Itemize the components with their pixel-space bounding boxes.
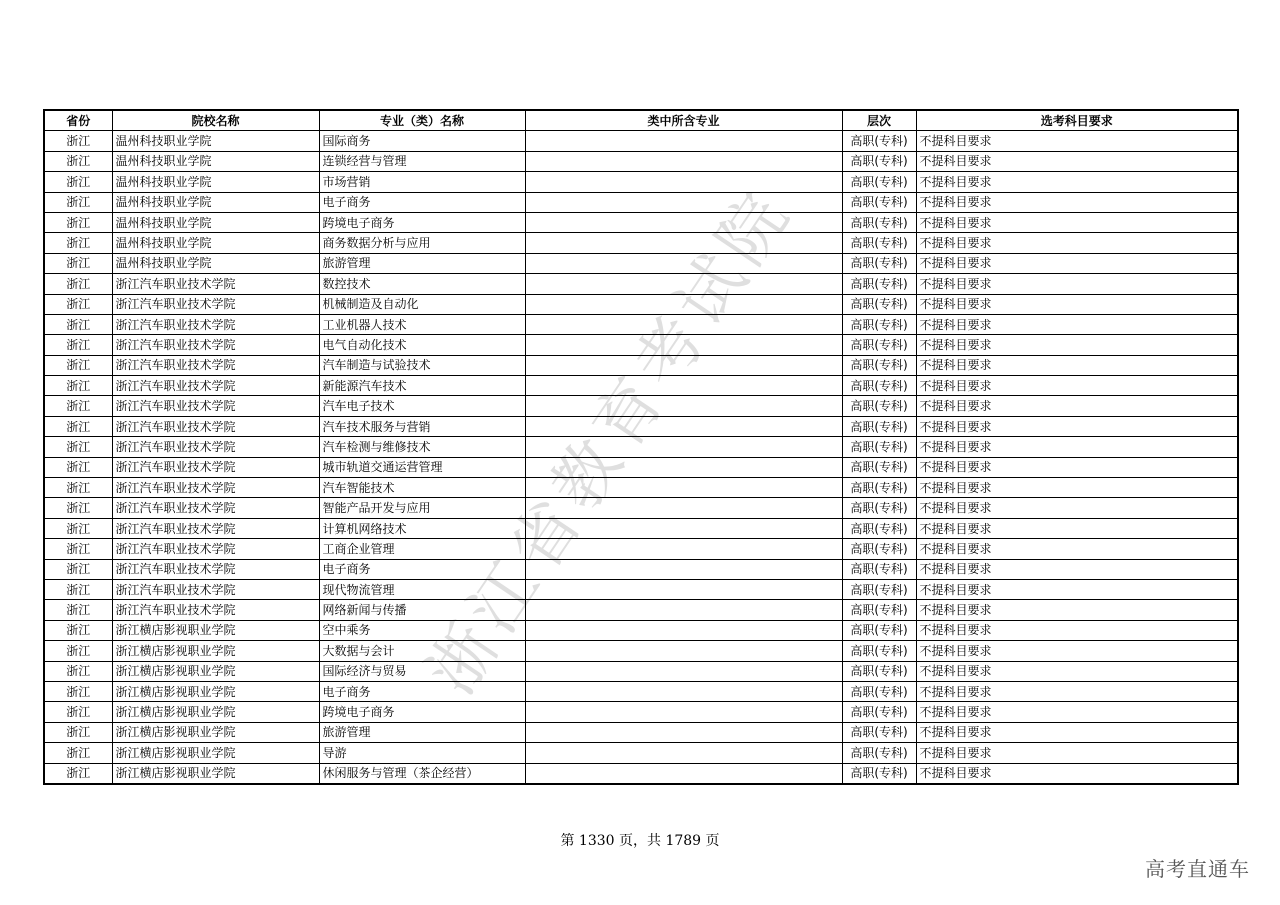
cell-level: 高职(专科) (842, 437, 916, 457)
cell-included-majors (525, 579, 842, 599)
cell-included-majors (525, 457, 842, 477)
cell-school-name: 浙江横店影视职业学院 (112, 681, 319, 701)
cell-level: 高职(专科) (842, 579, 916, 599)
cell-level: 高职(专科) (842, 335, 916, 355)
cell-level: 高职(专科) (842, 743, 916, 763)
cell-school-name: 浙江横店影视职业学院 (112, 661, 319, 681)
cell-province: 浙江 (44, 681, 112, 701)
cell-major-name: 市场营销 (319, 172, 525, 192)
cell-included-majors (525, 314, 842, 334)
cell-level: 高职(专科) (842, 376, 916, 396)
cell-province: 浙江 (44, 212, 112, 232)
cell-province: 浙江 (44, 151, 112, 171)
table-row (44, 681, 1238, 701)
cell-school-name: 温州科技职业学院 (112, 192, 319, 212)
cell-school-name: 温州科技职业学院 (112, 131, 319, 151)
cell-subject-requirement: 不提科目要求 (916, 641, 1238, 661)
cell-subject-requirement: 不提科目要求 (916, 620, 1238, 640)
table-row (44, 274, 1238, 294)
cell-major-name: 大数据与会计 (319, 641, 525, 661)
cell-included-majors (525, 437, 842, 457)
cell-province: 浙江 (44, 294, 112, 314)
table-row (44, 253, 1238, 273)
cell-level: 高职(专科) (842, 702, 916, 722)
cell-province: 浙江 (44, 702, 112, 722)
cell-school-name: 浙江横店影视职业学院 (112, 702, 319, 722)
cell-subject-requirement: 不提科目要求 (916, 192, 1238, 212)
cell-level: 高职(专科) (842, 498, 916, 518)
cell-included-majors (525, 274, 842, 294)
cell-school-name: 温州科技职业学院 (112, 172, 319, 192)
cell-included-majors (525, 151, 842, 171)
table-row (44, 559, 1238, 579)
cell-province: 浙江 (44, 192, 112, 212)
cell-major-name: 电气自动化技术 (319, 335, 525, 355)
cell-province: 浙江 (44, 478, 112, 498)
cell-level: 高职(专科) (842, 151, 916, 171)
cell-province: 浙江 (44, 274, 112, 294)
table-row (44, 376, 1238, 396)
brand-watermark: 高考直通车 (1145, 857, 1250, 881)
cell-level: 高职(专科) (842, 416, 916, 436)
cell-major-name: 汽车电子技术 (319, 396, 525, 416)
cell-school-name: 浙江汽车职业技术学院 (112, 579, 319, 599)
cell-province: 浙江 (44, 743, 112, 763)
cell-level: 高职(专科) (842, 192, 916, 212)
cell-school-name: 浙江汽车职业技术学院 (112, 416, 319, 436)
cell-included-majors (525, 681, 842, 701)
cell-school-name: 浙江横店影视职业学院 (112, 641, 319, 661)
cell-subject-requirement: 不提科目要求 (916, 131, 1238, 151)
cell-included-majors (525, 702, 842, 722)
cell-major-name: 电子商务 (319, 559, 525, 579)
subject-requirements-table (43, 109, 1239, 785)
cell-subject-requirement: 不提科目要求 (916, 151, 1238, 171)
cell-province: 浙江 (44, 314, 112, 334)
table-row (44, 416, 1238, 436)
cell-included-majors (525, 396, 842, 416)
cell-major-name: 空中乘务 (319, 620, 525, 640)
cell-included-majors (525, 661, 842, 681)
cell-included-majors (525, 539, 842, 559)
cell-school-name: 温州科技职业学院 (112, 212, 319, 232)
cell-province: 浙江 (44, 600, 112, 620)
table-row (44, 539, 1238, 559)
cell-level: 高职(专科) (842, 294, 916, 314)
cell-major-name: 新能源汽车技术 (319, 376, 525, 396)
cell-province: 浙江 (44, 233, 112, 253)
cell-province: 浙江 (44, 355, 112, 375)
cell-school-name: 浙江汽车职业技术学院 (112, 437, 319, 457)
cell-province: 浙江 (44, 620, 112, 640)
cell-school-name: 浙江汽车职业技术学院 (112, 518, 319, 538)
cell-subject-requirement: 不提科目要求 (916, 478, 1238, 498)
table-row (44, 396, 1238, 416)
cell-included-majors (525, 376, 842, 396)
cell-major-name: 汽车检测与维修技术 (319, 437, 525, 457)
cell-level: 高职(专科) (842, 763, 916, 784)
cell-major-name: 机械制造及自动化 (319, 294, 525, 314)
cell-included-majors (525, 335, 842, 355)
cell-included-majors (525, 172, 842, 192)
cell-province: 浙江 (44, 335, 112, 355)
cell-subject-requirement: 不提科目要求 (916, 274, 1238, 294)
table-row (44, 518, 1238, 538)
cell-included-majors (525, 294, 842, 314)
cell-school-name: 浙江汽车职业技术学院 (112, 274, 319, 294)
table-row (44, 335, 1238, 355)
cell-major-name: 网络新闻与传播 (319, 600, 525, 620)
table-row (44, 579, 1238, 599)
table-row (44, 478, 1238, 498)
cell-included-majors (525, 233, 842, 253)
cell-included-majors (525, 518, 842, 538)
table-row (44, 620, 1238, 640)
cell-included-majors (525, 559, 842, 579)
cell-included-majors (525, 743, 842, 763)
cell-major-name: 汽车智能技术 (319, 478, 525, 498)
cell-school-name: 浙江汽车职业技术学院 (112, 376, 319, 396)
table-body (44, 131, 1238, 784)
header-subject-requirement: 选考科目要求 (916, 110, 1238, 131)
cell-province: 浙江 (44, 539, 112, 559)
cell-school-name: 浙江汽车职业技术学院 (112, 294, 319, 314)
table-row (44, 498, 1238, 518)
cell-major-name: 汽车技术服务与营销 (319, 416, 525, 436)
cell-level: 高职(专科) (842, 518, 916, 538)
cell-school-name: 浙江汽车职业技术学院 (112, 498, 319, 518)
cell-level: 高职(专科) (842, 457, 916, 477)
cell-major-name: 计算机网络技术 (319, 518, 525, 538)
cell-province: 浙江 (44, 416, 112, 436)
table-row (44, 661, 1238, 681)
cell-level: 高职(专科) (842, 722, 916, 742)
table-row (44, 702, 1238, 722)
cell-subject-requirement: 不提科目要求 (916, 212, 1238, 232)
cell-major-name: 跨境电子商务 (319, 212, 525, 232)
cell-school-name: 浙江汽车职业技术学院 (112, 539, 319, 559)
cell-subject-requirement: 不提科目要求 (916, 376, 1238, 396)
header-level: 层次 (842, 110, 916, 131)
cell-province: 浙江 (44, 376, 112, 396)
cell-level: 高职(专科) (842, 600, 916, 620)
cell-school-name: 温州科技职业学院 (112, 233, 319, 253)
cell-province: 浙江 (44, 579, 112, 599)
cell-major-name: 休闲服务与管理（茶企经营） (319, 763, 525, 784)
table-row (44, 457, 1238, 477)
table-row (44, 355, 1238, 375)
header-included-majors: 类中所含专业 (525, 110, 842, 131)
page-number: 第 1330 页，共 1789 页 (560, 833, 720, 849)
cell-included-majors (525, 620, 842, 640)
cell-major-name: 旅游管理 (319, 722, 525, 742)
cell-included-majors (525, 253, 842, 273)
cell-province: 浙江 (44, 396, 112, 416)
cell-subject-requirement: 不提科目要求 (916, 396, 1238, 416)
cell-level: 高职(专科) (842, 539, 916, 559)
cell-province: 浙江 (44, 253, 112, 273)
cell-school-name: 浙江汽车职业技术学院 (112, 478, 319, 498)
cell-level: 高职(专科) (842, 274, 916, 294)
cell-major-name: 工商企业管理 (319, 539, 525, 559)
cell-major-name: 汽车制造与试验技术 (319, 355, 525, 375)
table-row (44, 172, 1238, 192)
cell-province: 浙江 (44, 661, 112, 681)
header-school-name: 院校名称 (112, 110, 319, 131)
table-row (44, 743, 1238, 763)
cell-subject-requirement: 不提科目要求 (916, 355, 1238, 375)
cell-major-name: 数控技术 (319, 274, 525, 294)
table-row (44, 722, 1238, 742)
cell-subject-requirement: 不提科目要求 (916, 457, 1238, 477)
cell-school-name: 浙江汽车职业技术学院 (112, 559, 319, 579)
cell-province: 浙江 (44, 457, 112, 477)
cell-province: 浙江 (44, 131, 112, 151)
cell-subject-requirement: 不提科目要求 (916, 763, 1238, 784)
cell-subject-requirement: 不提科目要求 (916, 743, 1238, 763)
cell-included-majors (525, 641, 842, 661)
cell-major-name: 商务数据分析与应用 (319, 233, 525, 253)
cell-subject-requirement: 不提科目要求 (916, 314, 1238, 334)
cell-subject-requirement: 不提科目要求 (916, 579, 1238, 599)
cell-level: 高职(专科) (842, 131, 916, 151)
cell-school-name: 浙江横店影视职业学院 (112, 620, 319, 640)
cell-province: 浙江 (44, 498, 112, 518)
cell-subject-requirement: 不提科目要求 (916, 172, 1238, 192)
cell-subject-requirement: 不提科目要求 (916, 600, 1238, 620)
cell-school-name: 浙江汽车职业技术学院 (112, 600, 319, 620)
table-row (44, 212, 1238, 232)
cell-province: 浙江 (44, 763, 112, 784)
cell-included-majors (525, 192, 842, 212)
cell-level: 高职(专科) (842, 172, 916, 192)
cell-major-name: 现代物流管理 (319, 579, 525, 599)
cell-subject-requirement: 不提科目要求 (916, 233, 1238, 253)
cell-subject-requirement: 不提科目要求 (916, 253, 1238, 273)
cell-major-name: 导游 (319, 743, 525, 763)
table-row (44, 233, 1238, 253)
cell-included-majors (525, 498, 842, 518)
cell-province: 浙江 (44, 559, 112, 579)
cell-subject-requirement: 不提科目要求 (916, 518, 1238, 538)
table-row (44, 192, 1238, 212)
cell-major-name: 电子商务 (319, 681, 525, 701)
cell-province: 浙江 (44, 641, 112, 661)
table-row (44, 294, 1238, 314)
cell-level: 高职(专科) (842, 253, 916, 273)
cell-level: 高职(专科) (842, 212, 916, 232)
cell-school-name: 浙江汽车职业技术学院 (112, 396, 319, 416)
cell-school-name: 浙江横店影视职业学院 (112, 743, 319, 763)
header-province: 省份 (44, 110, 112, 131)
header-major-name: 专业（类）名称 (319, 110, 525, 131)
cell-subject-requirement: 不提科目要求 (916, 335, 1238, 355)
cell-school-name: 浙江横店影视职业学院 (112, 722, 319, 742)
table-header-row (44, 110, 1238, 131)
cell-included-majors (525, 416, 842, 436)
cell-level: 高职(专科) (842, 641, 916, 661)
cell-school-name: 温州科技职业学院 (112, 253, 319, 273)
cell-subject-requirement: 不提科目要求 (916, 722, 1238, 742)
table-row (44, 763, 1238, 784)
cell-school-name: 浙江汽车职业技术学院 (112, 355, 319, 375)
table-row (44, 600, 1238, 620)
cell-school-name: 温州科技职业学院 (112, 151, 319, 171)
cell-major-name: 智能产品开发与应用 (319, 498, 525, 518)
cell-subject-requirement: 不提科目要求 (916, 294, 1238, 314)
cell-subject-requirement: 不提科目要求 (916, 539, 1238, 559)
cell-province: 浙江 (44, 518, 112, 538)
table-row (44, 131, 1238, 151)
cell-subject-requirement: 不提科目要求 (916, 559, 1238, 579)
cell-level: 高职(专科) (842, 314, 916, 334)
cell-included-majors (525, 212, 842, 232)
cell-level: 高职(专科) (842, 559, 916, 579)
cell-level: 高职(专科) (842, 396, 916, 416)
cell-major-name: 国际经济与贸易 (319, 661, 525, 681)
table-row (44, 437, 1238, 457)
cell-subject-requirement: 不提科目要求 (916, 437, 1238, 457)
cell-subject-requirement: 不提科目要求 (916, 681, 1238, 701)
cell-level: 高职(专科) (842, 661, 916, 681)
cell-level: 高职(专科) (842, 681, 916, 701)
cell-subject-requirement: 不提科目要求 (916, 416, 1238, 436)
cell-major-name: 城市轨道交通运营管理 (319, 457, 525, 477)
cell-major-name: 连锁经营与管理 (319, 151, 525, 171)
cell-school-name: 浙江汽车职业技术学院 (112, 335, 319, 355)
cell-included-majors (525, 763, 842, 784)
cell-subject-requirement: 不提科目要求 (916, 498, 1238, 518)
cell-major-name: 电子商务 (319, 192, 525, 212)
watermark: 浙江省教育考试院 (412, 173, 808, 708)
cell-school-name: 浙江汽车职业技术学院 (112, 457, 319, 477)
cell-major-name: 工业机器人技术 (319, 314, 525, 334)
cell-province: 浙江 (44, 172, 112, 192)
cell-province: 浙江 (44, 437, 112, 457)
cell-subject-requirement: 不提科目要求 (916, 661, 1238, 681)
cell-included-majors (525, 600, 842, 620)
cell-level: 高职(专科) (842, 233, 916, 253)
cell-major-name: 旅游管理 (319, 253, 525, 273)
cell-included-majors (525, 355, 842, 375)
cell-level: 高职(专科) (842, 355, 916, 375)
cell-subject-requirement: 不提科目要求 (916, 702, 1238, 722)
cell-included-majors (525, 478, 842, 498)
cell-school-name: 浙江汽车职业技术学院 (112, 314, 319, 334)
table-row (44, 314, 1238, 334)
cell-level: 高职(专科) (842, 620, 916, 640)
cell-major-name: 跨境电子商务 (319, 702, 525, 722)
cell-major-name: 国际商务 (319, 131, 525, 151)
cell-included-majors (525, 131, 842, 151)
table-row (44, 641, 1238, 661)
table-row (44, 151, 1238, 171)
cell-school-name: 浙江横店影视职业学院 (112, 763, 319, 784)
cell-included-majors (525, 722, 842, 742)
cell-province: 浙江 (44, 722, 112, 742)
cell-level: 高职(专科) (842, 478, 916, 498)
